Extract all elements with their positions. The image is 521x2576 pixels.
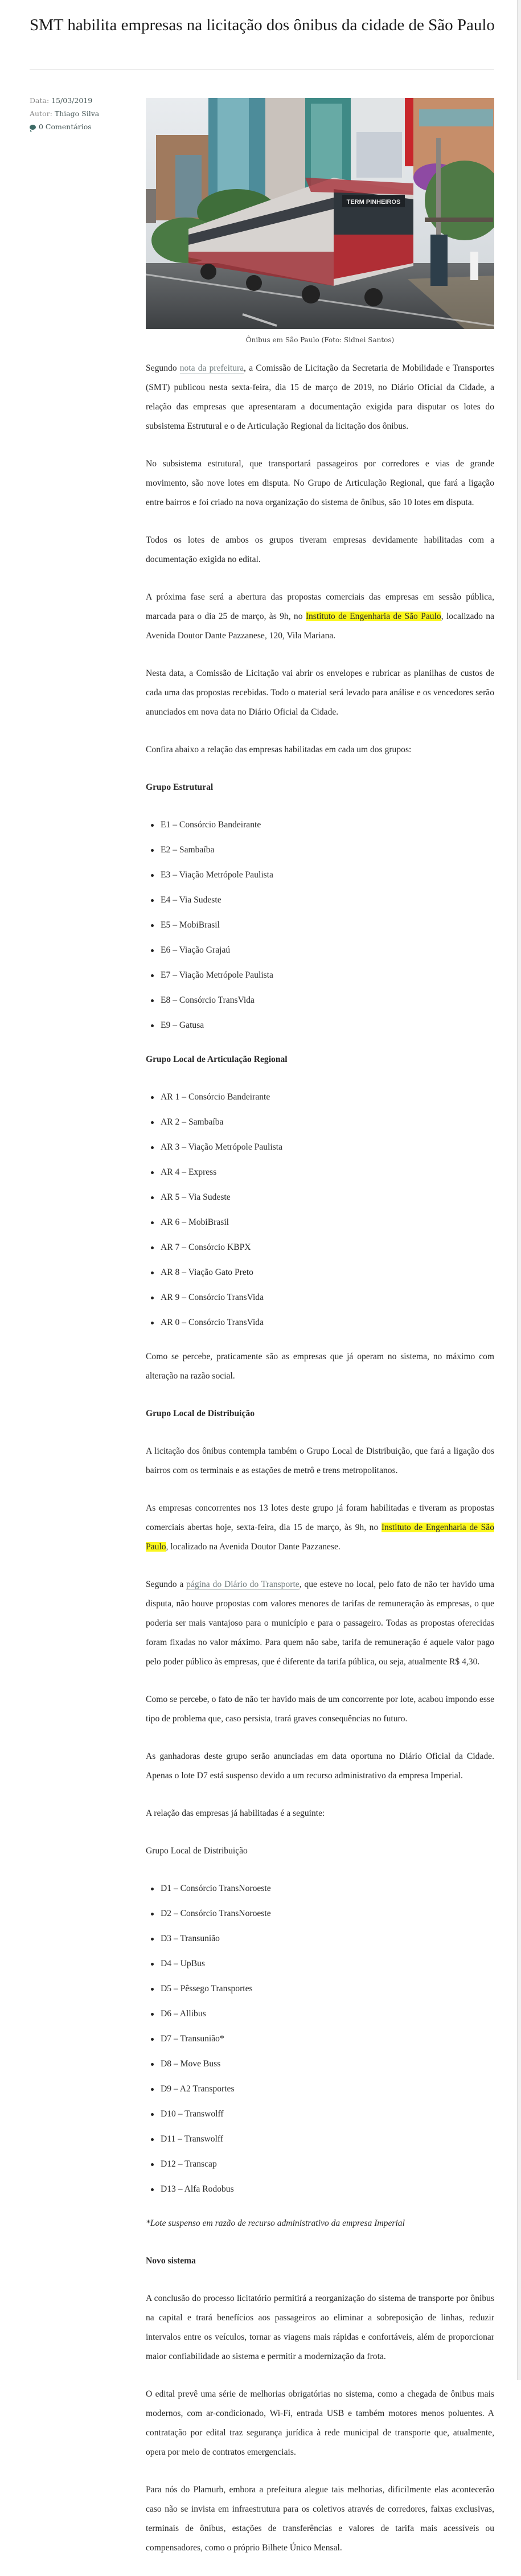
list-item: E6 – Viação Grajaú: [146, 941, 494, 960]
paragraph: A relação das empresas já habilitadas é a seguinte:: [146, 1808, 325, 1818]
text: , a Comissão de Licitação da Secretaria de Mobilidade e Transportes (SMT) publicou nesta sexta-feira, dia 15 de março de 2019, no Diário Oficial da Cidade, a relação das empresas que apresentaram a documentação exigida para disputar os lotes do subsistema Estrutural e o de Articulação Regional da licitação dos ônibus.: [146, 363, 494, 431]
footnote: *Lote suspenso em razão de recurso administrativo da empresa Imperial: [146, 2218, 405, 2228]
diario-transporte-link[interactable]: página do Diário do Transporte: [186, 1580, 300, 1589]
list-item: D13 – Alfa Rodobus: [146, 2180, 494, 2199]
page-scrollbar[interactable]: [517, 0, 521, 2380]
list-item: D12 – Transcap: [146, 2155, 494, 2174]
list-item: E8 – Consórcio TransVida: [146, 991, 494, 1010]
paragraph: No subsistema estrutural, que transportará passageiros por corredores e vias de grande movimento, são nove lotes em disputa. No Grupo de Articulação Regional, que fará a ligação entre bairros e foi criado na nova organização do sistema de ônibus, são 10 lotes em disputa.: [146, 459, 494, 507]
list-item: AR 8 – Viação Gato Preto: [146, 1263, 494, 1282]
paragraph: Para nós do Plamurb, embora a prefeitura alegue tais melhorias, dificilmente elas acontecerão caso não se invista em infraestrutura para os coletivos através de corredores, faixas exclusivas, terminais de ônibus, estações de transferências e valores de tarifa mais acessíveis ou compensadores, como o próprio Bilhete Único Mensal.: [146, 2485, 494, 2553]
paragraph: [146, 359, 494, 436]
section-heading: Grupo Local de Distribuição: [146, 1409, 255, 1418]
paragraph: Nesta data, a Comissão de Licitação vai abrir os envelopes e rubricar as planilhas de custos de cada uma das propostas recebidas. Todo o material será levado para análise e os vencedores serão anunciados em nova data no Diário Oficial da Cidade.: [146, 668, 494, 717]
list-item: AR 9 – Consórcio TransVida: [146, 1288, 494, 1307]
paragraph: As ganhadoras deste grupo serão anunciadas em data oportuna no Diário Oficial da Cidade. Apenas o lote D7 está suspenso devido a um recurso administrativo da empresa Imperial.: [146, 1751, 494, 1781]
list-item: E7 – Viação Metrópole Paulista: [146, 966, 494, 985]
comments-link[interactable]: [30, 120, 99, 133]
list-item: AR 4 – Express: [146, 1163, 494, 1182]
paragraph: [146, 1575, 494, 1672]
highlighted-text: Instituto de Engenharia de São Paulo: [305, 612, 441, 621]
article-body: [146, 359, 494, 2576]
destination-sign: TERM PINHEIROS: [346, 199, 401, 206]
list-item: AR 5 – Via Sudeste: [146, 1188, 494, 1207]
list-item: E2 – Sambaíba: [146, 840, 494, 860]
list-item: D3 – Transunião: [146, 1929, 494, 1949]
figure-caption: Ônibus em São Paulo (Foto: Sidnei Santos): [245, 336, 395, 344]
text: , que esteve no local, pelo fato de não ter havido uma disputa, não houve propostas com valores menores de tarifas de remuneração às empresas, o que poderia ser mais vantajoso para o município e para o passageiro. Todas as propostas oferecidas foram fixadas no valor máximo. Para quem não sabe, tarifa de remuneração é aquele valor pago pelo poder público às empresas, que é diferente da tarifa pública, ou seja, atualmente R$ 4,30.: [146, 1580, 494, 1667]
paragraph: Como se percebe, o fato de não ter havido mais de um concorrente por lote, acabou impondo esse tipo de problema que, caso persista, trará graves consequências no futuro.: [146, 1695, 494, 1724]
list-item: D10 – Transwolff: [146, 2105, 494, 2124]
article-meta: [30, 94, 99, 133]
paragraph: Como se percebe, praticamente são as empresas que já operam no sistema, no máximo com alteração na razão social.: [146, 1352, 494, 1381]
meta-date: [30, 94, 99, 107]
bus-photo: [146, 98, 494, 329]
text: As empresas concorrentes nos 13 lotes deste grupo já foram habilitadas e tiveram as propostas comerciais abertas hoje, sexta-feira, dia 15 de março, às 9h, no: [146, 1503, 494, 1532]
list-item: AR 3 – Viação Metrópole Paulista: [146, 1138, 494, 1157]
paragraph: [146, 588, 494, 646]
list-item: D1 – Consórcio TransNoroeste: [146, 1879, 494, 1898]
list-articulacao-regional: [146, 1088, 494, 1332]
paragraph: O edital prevê uma série de melhorias obrigatórias no sistema, como a chegada de ônibus mais modernos, com ar-condicionado, Wi-Fi, entrada USB e também motores menos poluentes. A contratação por edital traz segurança jurídica à rede municipal de transporte que, atualmente, opera por meio de contratos emergenciais.: [146, 2389, 494, 2457]
date-value: 15/03/2019: [51, 96, 93, 105]
text: , localizado na Avenida Doutor Dante Pazzanese, 120, Vila Mariana.: [146, 612, 494, 641]
paragraph: [146, 1499, 494, 1557]
highlighted-text: Instituto de Engenharia de São Paulo: [146, 1523, 495, 1552]
author-label: Autor:: [30, 109, 52, 118]
paragraph: Todos os lotes de ambos os grupos tiveram empresas devidamente habilitadas com a documentação exigida no edital.: [146, 535, 494, 564]
list-item: AR 2 – Sambaíba: [146, 1113, 494, 1132]
list-item: E3 – Viação Metrópole Paulista: [146, 865, 494, 885]
list-item: D5 – Pêssego Transportes: [146, 1979, 494, 1999]
group-label: Grupo Local de Distribuição: [146, 1846, 248, 1856]
date-label: Data:: [30, 96, 50, 105]
text: Segundo a: [146, 1580, 187, 1589]
paragraph: A licitação dos ônibus contempla também o Grupo Local de Distribuição, que fará a ligação dos bairros com os terminais e as estações de metrô e trens metropolitanos.: [146, 1446, 494, 1475]
list-item: D2 – Consórcio TransNoroeste: [146, 1904, 494, 1923]
author-link[interactable]: Thiago Silva: [54, 109, 100, 118]
list-item: E5 – MobiBrasil: [146, 916, 494, 935]
text: Segundo: [146, 363, 180, 373]
list-item: D7 – Transunião*: [146, 2029, 494, 2049]
list-estrutural: [146, 815, 494, 1035]
list-item: AR 1 – Consórcio Bandeirante: [146, 1088, 494, 1107]
list-distribuicao: [146, 1879, 494, 2199]
text: A próxima fase será a abertura das propostas comerciais das empresas em sessão pública, marcada para o dia 25 de março, às 9h, no: [146, 592, 494, 621]
section-heading: Novo sistema: [146, 2256, 196, 2266]
list-item: D11 – Transwolff: [146, 2130, 494, 2149]
list-item: D6 – Allibus: [146, 2004, 494, 2024]
list-item: AR 7 – Consórcio KBPX: [146, 1238, 494, 1257]
list-item: E9 – Gatusa: [146, 1016, 494, 1035]
nota-prefeitura-link[interactable]: nota da prefeitura: [179, 363, 244, 373]
paragraph: Confira abaixo a relação das empresas habilitadas em cada um dos grupos:: [146, 745, 412, 754]
list-item: E4 – Via Sudeste: [146, 891, 494, 910]
article-figure: [146, 98, 494, 344]
list-item: D9 – A2 Transportes: [146, 2079, 494, 2099]
text: , localizado na Avenida Doutor Dante Pazzanese.: [166, 1542, 341, 1552]
speech-bubble-icon: [30, 125, 36, 130]
list-item: AR 6 – MobiBrasil: [146, 1213, 494, 1232]
section-heading: Grupo Local de Articulação Regional: [146, 1055, 288, 1064]
article-title: SMT habilita empresas na licitação dos ônibus da cidade de São Paulo: [30, 16, 495, 34]
list-item: AR 0 – Consórcio TransVida: [146, 1313, 494, 1332]
paragraph: A conclusão do processo licitatório permitirá a reorganização do sistema de transporte por ônibus na capital e trará benefícios aos passageiros ao eliminar a sobreposição de linhas, reduzir intervalos entre os veículos, tornar as viagens mais rápidas e confortáveis, além de proporcionar maior confiabilidade ao sistema e permitir a modernização da frota.: [146, 2294, 494, 2361]
section-heading: Grupo Estrutural: [146, 782, 214, 792]
list-item: D8 – Move Buss: [146, 2054, 494, 2074]
comments-count: 0 Comentários: [39, 122, 92, 131]
meta-author: [30, 107, 99, 120]
list-item: E1 – Consórcio Bandeirante: [146, 815, 494, 835]
list-item: D4 – UpBus: [146, 1954, 494, 1974]
